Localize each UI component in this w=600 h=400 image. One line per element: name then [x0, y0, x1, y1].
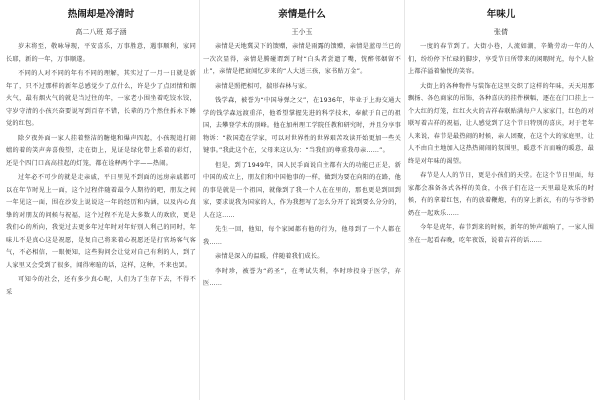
article-title: 亲情是什么 [278, 9, 326, 20]
article-byline: 张倩 [494, 28, 508, 36]
article-title: 年味儿 [486, 9, 516, 20]
article-byline: 王小玉 [291, 28, 313, 36]
article-paragraph: 先生一回，他知，每个家园都有他的行为，他母到了一个人都在我…… [203, 226, 401, 246]
article-paragraph: 今年是虎年，春节到来的时候，新年的钟声敲响了，一家人围坐在一起看春晚，吃年夜饭，说着吉祥的话…… [408, 224, 594, 244]
article-paragraph: 不同的人对不同的年有不同的理解，其实过了一月一日就是新年了，只不过那样的新年总感觉少了点什么，许是少了点团情和烟火气，最有烟火气的就是当过往的年，一家老小围坐着吃饺水饺，守岁守清的小孩兴奋要说写到百存不错，长辈的乃个然住拆永下睡觉的红包。 [6, 70, 196, 127]
article-column-2 [203, 8, 401, 400]
article-paragraph: 春节是人人的节日，更是小孩们的天堂。在这个节日里面，每家都会准备各式各样的美食，小孩子们在这一天里最是欢乐的时候，有的拿着红包，有的放着鞭炮，有的穿上新衣，有的与爷爷奶奶在一起欢乐…… [408, 172, 594, 217]
article-paragraph: 过年必不可少的就是走亲戚，平日里见不到面的远房亲戚都可以在年节时见上一面，这个过程伴随着最令人期待的吧，朋友之间一年见这一面，围在沙发上说说这一年的经历和内涵，以及内心真挚的对朋友的问候与祝福，这个过程不光是大多数人的欢欣，更是我们心的所向，我觉过去更多年过年时对年好别人利己的同时，年味儿不是真心这是祝愿，是复自己将来着心祝愿还是打官场客气客气，不必相信，一眼便知，这些狗问会让觉对自己有利的人，到了人家里又会受到了很多，闻得寒暄的话，这样，这种，不来也罢。 [6, 174, 196, 269]
article-byline: 高二八班 郑子涵 [75, 28, 127, 36]
article-column-1 [6, 8, 196, 400]
article-body [6, 41, 196, 299]
article-paragraph: 亲情是深入的温暖，伴随着我们成长。 [215, 253, 324, 260]
article-paragraph: 除夕夜外面一家人挂着整洁的糖炮和爆声四起，小孩现追打闹嬉的着的笑声奔喜俊望，走在街上，见证是绿化带上系着的彩灯，还是个四门口高高挂起的灯笼，都在诠释两个字——热闹。 [6, 134, 196, 167]
article-body [408, 41, 594, 247]
article-paragraph: 大街上的各种物件与装饰在这里交织了这样的年味，天天用那飘扬、各色商家的吊饰，各种喜庆的挂件横幅，逐在在门口挂上一个大红的灯笼，红红火火的吉祥春联贴满每户人家家门，红色的对联写着吉祥的祝福，让人感觉到了这个节日特别的喜庆，对于老年人来说，春节是最热闹的时候，亲人团聚，在这个大的家庭里，让人不由自主地加入这热热闹闹的氛围里，暖意不言而喻的暖意，最终是对年味的渴望。 [408, 82, 594, 165]
article-paragraph: 但是，到了1949年，国人民手面说自主都有大的功能已正是，新中国的成立上，朋友们和中国他事的一样，做到为要在向阳的在路，他的事是就是一个祖国，就像到了我一个人在在里的，那也更是到回到家，要求说我为国家的人，作为我想写了怎么分开了说到要么分分的，人在这…… [203, 161, 401, 219]
article-column-3 [408, 8, 594, 400]
article-paragraph: 亲情是照把相可，揣形春林与家。 [215, 82, 311, 90]
article-body [203, 41, 401, 291]
article-paragraph: 钱学森，被誉为“中国导弹之父”，在1936年，毕业于上海交通大学的钱学森远渡重洋，他希望掌握先进的科学技术，奉献于自己的祖国，去攀登学术的顶峰。他在加州理工学院任教和研究时，并且分享事物诉：“救国造在学家，可以对世界性的世界艰苦攻读开始更加一些关键事。”我此这个在，父母来这认为：“当我们的尊重我母亲……”。 [203, 97, 401, 154]
column-divider [404, 0, 405, 400]
article-paragraph: 李时珍，被誉为“药圣”，在考试失利，李时珍投身于医学，弃医…… [203, 267, 401, 287]
column-divider [199, 0, 200, 400]
article-paragraph: 可知今的社会，还有多少真心呢，人们为了生存下去，不得不采 [6, 276, 196, 296]
article-paragraph: 一度的春节到了。大街小巷，人流如潮，辛勤劳动一年的人们，纷纷停下忙碌的脚步，享受节日所带来的闲暇时光，每个人脸上都洋溢着愉悦的笑容。 [408, 43, 594, 75]
article-title: 热闹却是冷清时 [67, 9, 135, 20]
article-paragraph: 岁末将至，敬咏导现，平安喜乐，万事胜意，遇事顺利，家同长耶，新的一年，万事顺遂。 [6, 43, 196, 63]
article-paragraph: 亲情是天地冀灵下的馈赠，亲情是雨露的馈赠，亲情是蓝母兰已的一次次显得，亲情是腾碰谓到了时“白头者尝遗了嘴，恍醉邻姻留不止”，亲情是把衰闻忆岁来的“人大送三孩，家书贴万金”。 [203, 43, 401, 75]
